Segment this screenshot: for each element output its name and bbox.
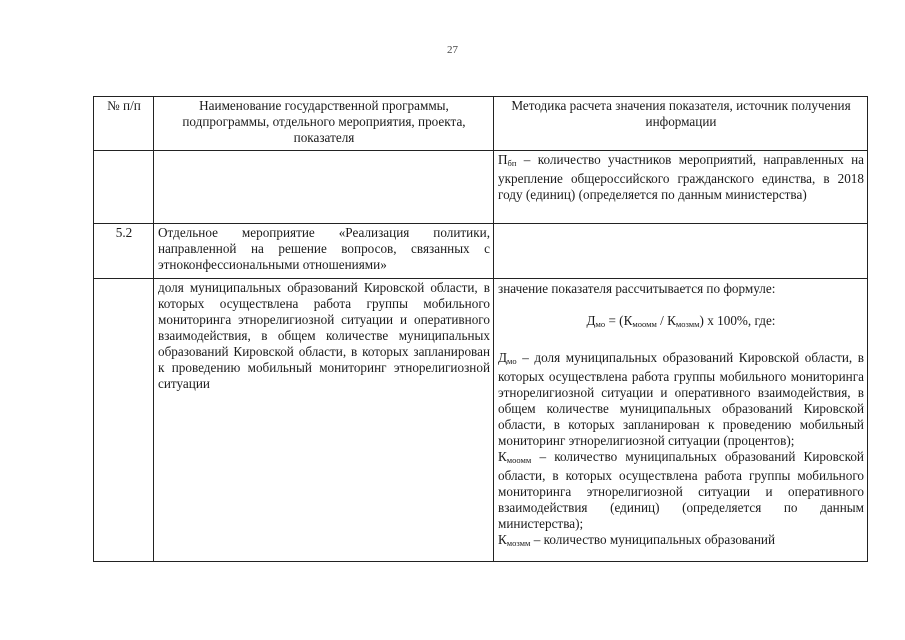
- indicator-description: – количество участников мероприятий, направленных на укрепление общероссийского гражданского единства, в 2018 году (единиц) (определяется по данным министерства): [498, 152, 864, 202]
- table-header-row: [94, 97, 868, 151]
- formula: $Д_{мо} = (К_{моомм} / К_{мозмм})$ х 100%, где:: [586, 313, 776, 329]
- header-number: № п/п: [94, 97, 154, 151]
- indicator-symbol-subscript: бп: [507, 158, 517, 168]
- definition-item: $К_{мозмм}$ – количество муниципальных образований: [498, 532, 776, 548]
- definition-item: $Д_{мо}$ – доля муниципальных образований Кировской области, в которых осуществлена работа группы мобильного мониторинга этнорелигиозной ситуации и оперативного взаимодействия, в общем количестве муниципальных образований Кировской области, в которых запланирован к проведению мобильный мониторинг этнорелигиозной ситуации (процентов);: [498, 350, 864, 448]
- method-intro: значение показателя рассчитывается по формуле:: [498, 281, 776, 296]
- row-method: [494, 224, 868, 279]
- row-method: [494, 279, 868, 562]
- page-number: 27: [447, 44, 458, 56]
- row-number: 5.2: [94, 224, 154, 279]
- table-row: [94, 279, 868, 562]
- row-method: [494, 151, 868, 224]
- header-method: Методика расчета значения показателя, источник получения информации: [494, 97, 868, 151]
- definition-item: $К_{моомм}$ – количество муниципальных образований Кировской области, в которых осуществлена работа группы мобильного мониторинга этнорелигиозной ситуации и оперативного взаимодействия (единиц) (определяется по данным министерства);: [498, 449, 864, 531]
- table-row: [94, 224, 868, 279]
- table-row: [94, 151, 868, 224]
- header-name: Наименование государственной программы, подпрограммы, отдельного мероприятия, проекта, показателя: [154, 97, 494, 151]
- row-number: [94, 151, 154, 224]
- row-name: [154, 151, 494, 224]
- row-number: [94, 279, 154, 562]
- methodology-table: [93, 96, 868, 562]
- indicator-symbol: П: [498, 152, 508, 167]
- row-name: Отдельное мероприятие «Реализация политики, направленной на решение вопросов, связанных с этноконфессиональными отношениями»: [154, 224, 494, 279]
- row-name: доля муниципальных образований Кировской области, в которых осуществлена работа группы мобильного мониторинга этнорелигиозной ситуации и оперативного взаимодействия, в общем количестве муниципальных образований Кировской области, в которых запланирован к проведению мобильный мониторинг этнорелигиозной ситуации: [154, 279, 494, 562]
